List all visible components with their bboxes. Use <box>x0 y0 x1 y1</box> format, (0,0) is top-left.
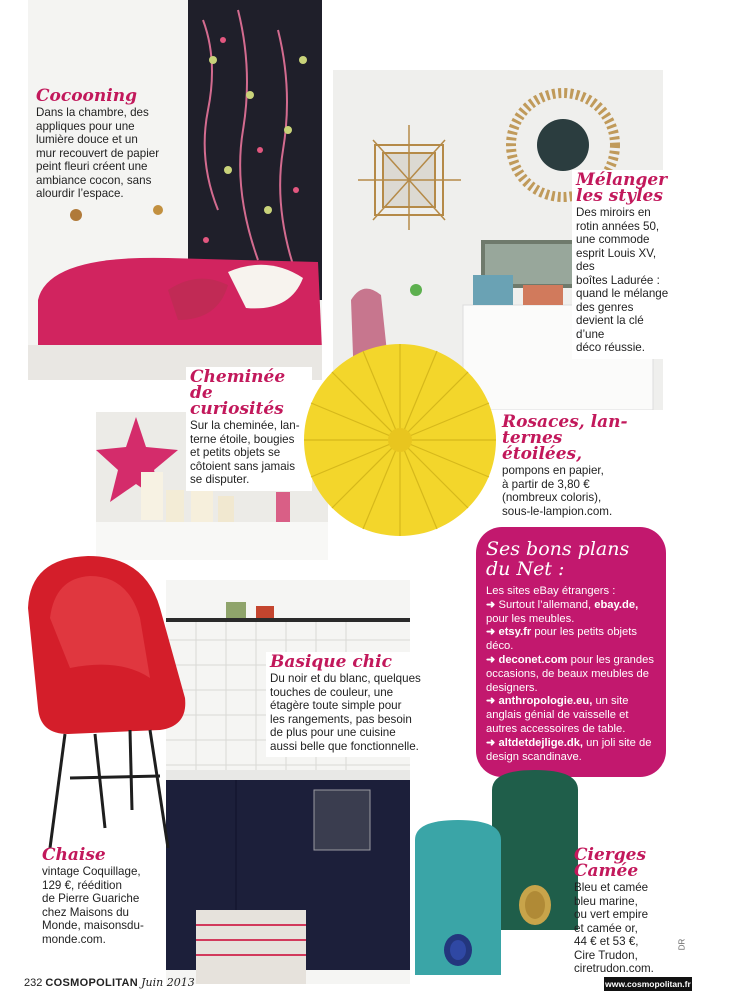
basique-line: les rangements, pas besoin <box>270 712 412 726</box>
cocooning-line: mur recouvert de papier <box>36 146 160 160</box>
cocooning-line: alourdir l’espace. <box>36 187 124 200</box>
chaise-line: Monde, maisonsdu- <box>42 919 144 932</box>
arrow-right-icon: ➜ <box>486 598 496 611</box>
site-link: deconet.com <box>498 653 568 666</box>
basique-line: touches de couleur, une <box>270 685 394 699</box>
caption-chaise <box>38 845 170 950</box>
site-link: ebay.de, <box>594 598 639 611</box>
melanger-line: esprit Louis XV, des <box>576 246 657 273</box>
cheminee-line: se disputer. <box>190 473 250 486</box>
bons-plans-item: ➜ altdetdejlige.dk, un joli site de design scandinave. <box>486 736 652 763</box>
caption-cheminee <box>186 367 312 491</box>
melanger-line: quand le mélange <box>576 287 669 300</box>
cierges-line: et camée or, <box>574 921 638 935</box>
bons-plans-title-line: du Net : <box>486 558 565 580</box>
cocooning-line: Dans la chambre, des <box>36 106 149 119</box>
melanger-line: boîtes Ladurée : <box>576 273 660 287</box>
cocooning-line: ambiance cocon, sans <box>36 173 152 187</box>
caption-cierges <box>570 845 678 980</box>
chaise-title: Chaise <box>42 845 106 865</box>
bons-plans-item: ➜ anthropologie.eu, un site anglais génial de vaisselle et autres accessoires de table. <box>486 695 629 735</box>
cierges-line: Bleu et camée <box>574 881 649 894</box>
cheminee-title-line: Cheminée de <box>190 367 286 403</box>
cheminee-line: terne étoile, bougies <box>190 432 295 446</box>
arrow-right-icon: ➜ <box>486 626 496 639</box>
rosaces-line: pompons en papier, <box>502 464 604 477</box>
chaise-line: monde.com. <box>42 932 106 946</box>
basique-line: étagère toute simple pour <box>270 699 402 712</box>
cierges-line: Cire Trudon, <box>574 948 638 962</box>
red-chair <box>10 548 210 848</box>
cocooning-title: Cocooning <box>36 86 137 106</box>
melanger-title-line: Mélanger <box>576 170 668 190</box>
rosaces-title-line: ternes étoilées, <box>502 428 583 464</box>
rosaces-title <box>502 414 630 462</box>
page-footer <box>24 976 195 989</box>
melanger-line: une commode <box>576 233 650 246</box>
photo-credit: DR <box>677 938 687 951</box>
chaise-line: de Pierre Guariche <box>42 892 140 905</box>
bons-plans-title-line: Ses bons plans <box>486 538 630 560</box>
caption-melanger <box>572 170 676 359</box>
rosette-illustration <box>300 340 500 540</box>
cheminee-line: côtoient sans jamais <box>190 459 296 473</box>
bons-plans-title <box>486 539 658 579</box>
bons-plans-item: ➜ Surtout l’allemand, ebay.de, pour les meubles. <box>486 598 639 625</box>
rosaces-title-line: Rosaces, lan- <box>502 412 628 432</box>
cheminee-line: Sur la cheminée, lan- <box>190 419 300 432</box>
rosaces-line: sous-le-lampion.com. <box>502 504 613 518</box>
cierges-line: ou vert empire <box>574 908 649 921</box>
cierges-line: ciretrudon.com. <box>574 962 654 975</box>
melanger-line: des genres <box>576 300 634 314</box>
bons-plans-item: ➜ deconet.com pour les grandes occasions, de beaux meubles de designers. <box>486 653 654 694</box>
melanger-line: déco réussie. <box>576 341 645 354</box>
arrow-right-icon: ➜ <box>486 736 496 749</box>
caption-rosaces <box>498 412 634 522</box>
bons-plans-panel <box>476 527 666 777</box>
bons-plans-item: ➜ etsy.fr pour les petits objets déco. <box>486 626 637 653</box>
bons-plans-intro: Les sites eBay étrangers : <box>486 585 616 597</box>
cierges-line: bleu marine, <box>574 894 638 908</box>
issue-date: Juin 2013 <box>141 976 195 989</box>
basique-title: Basique chic <box>270 652 392 672</box>
candles <box>410 770 590 980</box>
website-url[interactable]: www.cosmopolitan.fr <box>605 979 691 989</box>
rosaces-line: à partir de 3,80 € <box>502 477 590 491</box>
page-number: 232 <box>24 977 43 989</box>
site-link: altdetdejlige.dk, <box>498 736 584 749</box>
cierges-title <box>574 847 674 879</box>
basique-line: aussi belle que fonctionnelle. <box>270 739 419 753</box>
cheminee-line: et petits objets se <box>190 446 281 459</box>
chair-illustration <box>10 548 210 848</box>
site-link: etsy.fr <box>498 626 532 639</box>
cierges-line: 44 € et 53 €, <box>574 935 639 948</box>
caption-cocooning <box>32 86 190 205</box>
melanger-line: Des miroirs en <box>576 206 651 219</box>
chaise-line: 129 €, réédition <box>42 878 122 892</box>
basique-line: Du noir et du blanc, quelques <box>270 672 421 685</box>
cierges-title-line: Cierges <box>574 845 647 865</box>
melanger-line: devient la clé d’une <box>576 314 644 341</box>
melanger-line: rotin années 50, <box>576 219 660 233</box>
cheminee-title <box>190 369 308 417</box>
cheminee-title-line: curiosités <box>190 399 284 419</box>
cocooning-line: lumière douce et un <box>36 133 138 146</box>
melanger-title <box>576 172 672 204</box>
cocooning-line: peint fleuri créent une <box>36 160 148 173</box>
candles-illustration <box>410 770 590 980</box>
caption-basique <box>266 652 426 757</box>
cierges-title-line: Camée <box>574 861 639 881</box>
arrow-right-icon: ➜ <box>486 653 496 666</box>
paper-rosette <box>300 340 500 540</box>
basique-line: de plus pour une cuisine <box>270 726 396 739</box>
melanger-title-line: les styles <box>576 186 663 206</box>
site-link: anthropologie.eu, <box>498 695 593 708</box>
magazine-name: COSMOPOLITAN <box>45 977 139 989</box>
chaise-line: chez Maisons du <box>42 905 129 919</box>
arrow-right-icon: ➜ <box>486 695 496 708</box>
cocooning-line: appliques pour une <box>36 119 135 133</box>
rosaces-line: (nombreux coloris), <box>502 491 602 504</box>
chaise-line: vintage Coquillage, <box>42 865 141 878</box>
